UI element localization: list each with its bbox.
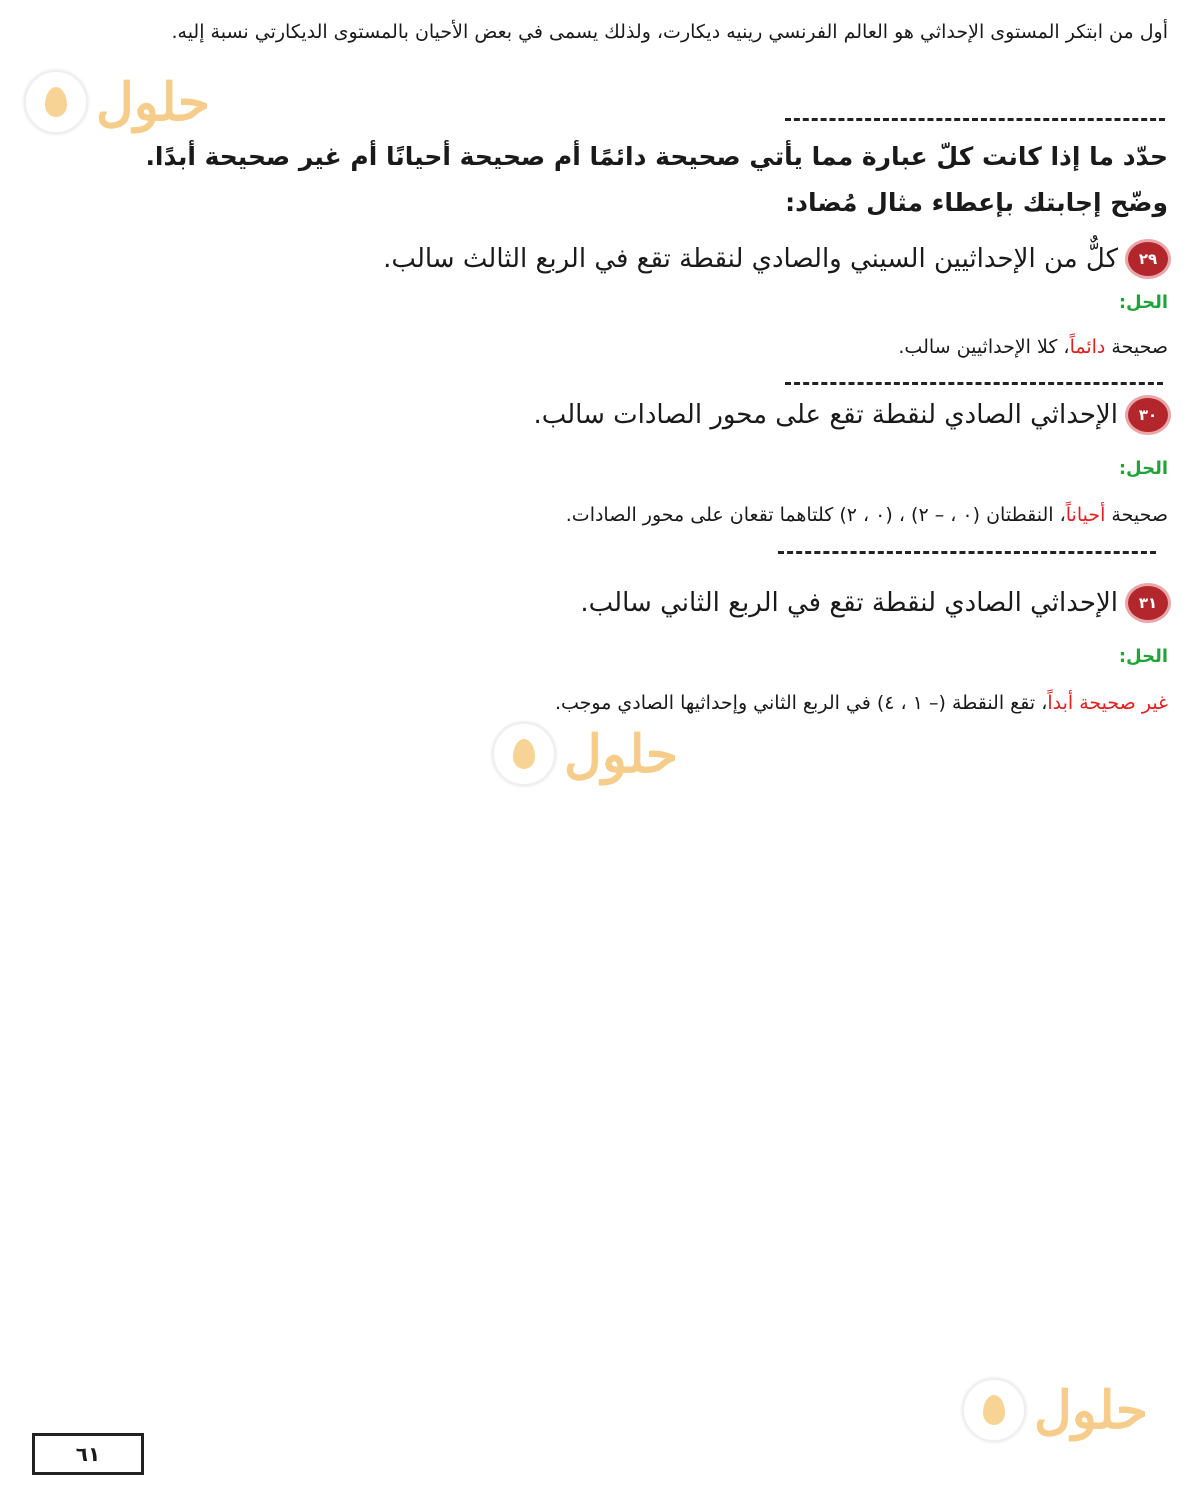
answer-highlight: دائماً xyxy=(1069,336,1106,358)
question-31 xyxy=(420,586,1168,620)
answer-text: ، كلا الإحداثيين سالب. xyxy=(898,336,1070,358)
watermark-bottom xyxy=(962,1378,1148,1442)
answer-highlight: أحياناً xyxy=(1065,504,1106,526)
question-29 xyxy=(300,242,1168,276)
answer-highlight: غير صحيحة أبداً xyxy=(1047,692,1168,714)
question-text: كلٌّ من الإحداثيين السيني والصادي لنقطة تقع في الربع الثالث سالب. xyxy=(383,244,1118,274)
instruction-line-1: حدّد ما إذا كانت كلّ عبارة مما يأتي صحيحة دائمًا أم صحيحة أحيانًا أم غير صحيحة أبدًا. xyxy=(145,142,1168,171)
solution-label: الحل: xyxy=(1118,292,1168,313)
divider xyxy=(785,382,1163,385)
watermark-top xyxy=(24,70,210,134)
intro-paragraph: أول من ابتكر المستوى الإحداثي هو العالم الفرنسي رينيه ديكارت، ولذلك يسمى في بعض الأحيان بالمستوى الديكارتي نسبة إليه. xyxy=(171,21,1168,43)
divider xyxy=(785,118,1165,121)
watermark-text: حلول xyxy=(96,71,211,133)
answer-29 xyxy=(898,336,1168,358)
watermark-logo-icon xyxy=(24,70,88,134)
watermark-logo-icon xyxy=(492,722,556,786)
watermark-text: حلول xyxy=(1034,1379,1149,1441)
question-number-badge: ٢٩ xyxy=(1128,242,1168,276)
divider xyxy=(778,551,1156,554)
answer-text: ، النقطتان (٠ ، – ٢) ، (٠ ، ٢) كلتاهما تقعان على محور الصادات. xyxy=(565,504,1066,526)
answer-text: ، تقع النقطة (– ١ ، ٤) في الربع الثاني وإحداثيها الصادي موجب. xyxy=(554,692,1048,714)
instruction-line-2: وضّح إجابتك بإعطاء مثال مُضاد: xyxy=(785,188,1168,217)
question-number-badge: ٣٠ xyxy=(1128,398,1168,432)
watermark-middle xyxy=(492,722,678,786)
question-number-badge: ٣١ xyxy=(1128,586,1168,620)
question-text: الإحداثي الصادي لنقطة تقع على محور الصادات سالب. xyxy=(533,400,1118,430)
question-text: الإحداثي الصادي لنقطة تقع في الربع الثاني سالب. xyxy=(580,588,1118,618)
page-number: ٦١ xyxy=(32,1433,144,1475)
answer-text: صحيحة xyxy=(1105,504,1168,526)
answer-text: صحيحة xyxy=(1105,336,1168,358)
watermark-logo-icon xyxy=(962,1378,1026,1442)
watermark-text: حلول xyxy=(564,723,679,785)
question-30 xyxy=(380,398,1168,432)
solution-label: الحل: xyxy=(1118,646,1168,667)
answer-31 xyxy=(555,692,1168,714)
solution-label: الحل: xyxy=(1118,458,1168,479)
answer-30 xyxy=(566,504,1168,526)
